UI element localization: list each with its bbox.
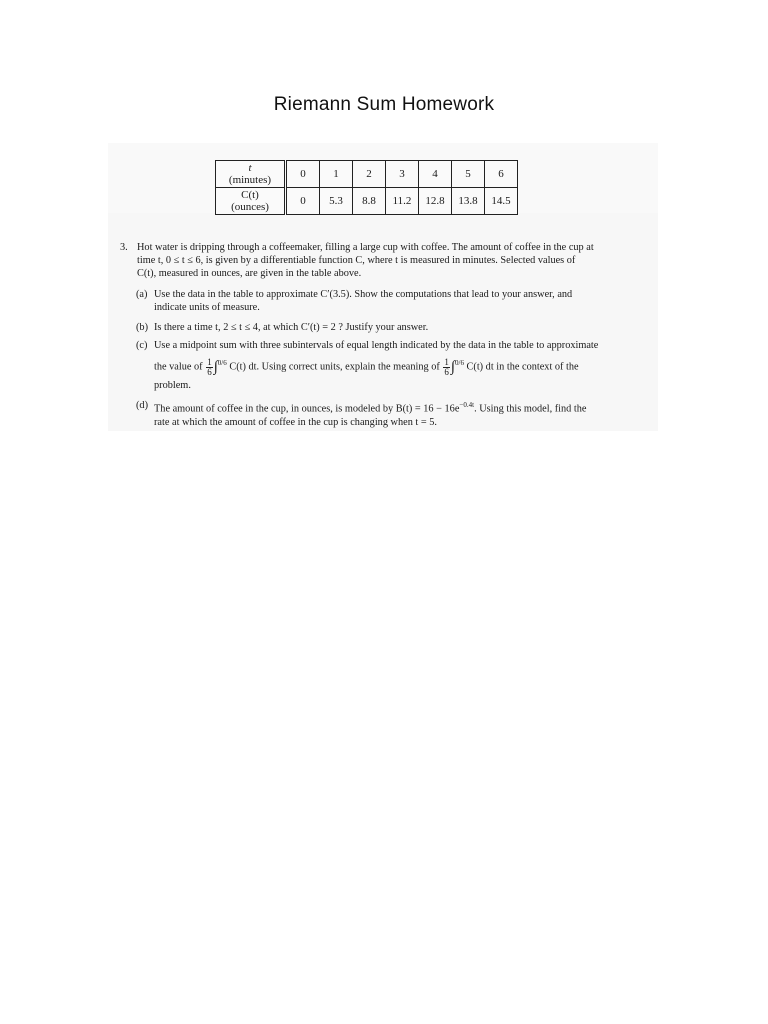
integral-limits: 0/6 <box>454 359 464 368</box>
part-a-line: Use the data in the table to approximate C′(3.5). Show the computations that lead to your answer, and <box>154 288 573 300</box>
integral-lower: 0 <box>454 359 459 368</box>
fraction-denominator: 6 <box>207 366 212 377</box>
table-cell: 3 <box>386 161 419 188</box>
part-d-line <box>154 399 586 416</box>
part-c-text: the value of <box>154 361 203 373</box>
integral-upper: 6 <box>223 359 227 368</box>
part-label: (d) <box>136 400 149 412</box>
part-c-line: Use a midpoint sum with three subintervals of equal length indicated by the data in the table to approximate <box>154 340 599 352</box>
problem-3 <box>120 241 630 429</box>
row-header-c <box>216 188 286 215</box>
part-b <box>120 321 630 334</box>
table-row <box>216 188 518 215</box>
data-table <box>215 160 518 215</box>
table-cell: 6 <box>485 161 518 188</box>
fraction <box>443 358 450 377</box>
table-cell: 14.5 <box>485 188 518 215</box>
row-header-t-unit: (minutes) <box>228 174 272 186</box>
row-header-t-symbol: t <box>248 162 252 174</box>
problem-stem <box>120 241 630 281</box>
problem-number: 3. <box>120 242 128 253</box>
fraction-numerator: 1 <box>444 356 449 367</box>
part-label: (a) <box>136 288 148 300</box>
table-cell: 1 <box>320 161 353 188</box>
table-cell: 11.2 <box>386 188 419 215</box>
page-title: Riemann Sum Homework <box>273 94 495 115</box>
table-cell: 13.8 <box>452 188 485 215</box>
table-cell: 0 <box>286 188 320 215</box>
integral-lower: 0 <box>217 359 222 368</box>
part-a <box>120 288 630 314</box>
stem-line: time t, 0 ≤ t ≤ 6, is given by a differentiable function C, where t is measured in minutes. Selected values of <box>137 255 576 267</box>
fraction <box>206 358 213 377</box>
row-header-t <box>216 161 286 188</box>
part-d-text: The amount of coffee in the cup, in ounces, is modeled by <box>154 403 394 415</box>
part-label: (c) <box>136 340 148 352</box>
table-row <box>216 161 518 188</box>
stem-line: C(t), measured in ounces, are given in the table above. <box>137 268 362 280</box>
integral-limits: 0/6 <box>217 359 227 368</box>
part-d <box>120 399 630 429</box>
part-c-line: problem. <box>154 379 191 391</box>
integral-sign: ∫ <box>450 359 455 376</box>
part-c-integral-line <box>154 352 598 378</box>
part-label: (b) <box>136 322 149 334</box>
table-cell: 4 <box>419 161 452 188</box>
table-cell: 12.8 <box>419 188 452 215</box>
fraction-denominator: 6 <box>444 366 449 377</box>
table-cell: 5.3 <box>320 188 353 215</box>
row-header-c-unit: (ounces) <box>231 201 269 213</box>
table-cell: 0 <box>286 161 320 188</box>
model-exponent: −0.4t <box>459 401 475 410</box>
part-a-line: indicate units of measure. <box>154 301 260 313</box>
part-d-line: rate at which the amount of coffee in the cup is changing when t = 5. <box>154 416 437 428</box>
table-cell: 2 <box>353 161 386 188</box>
part-d-text: . Using this model, find the <box>474 403 587 415</box>
part-c-text: C(t) dt. Using correct units, explain the meaning of <box>229 361 440 373</box>
part-b-line: Is there a time t, 2 ≤ t ≤ 4, at which C′(t) = 2 ? Justify your answer. <box>154 322 429 334</box>
part-c <box>120 339 630 392</box>
table-cell: 5 <box>452 161 485 188</box>
integral-sign: ∫ <box>213 359 218 376</box>
integral-upper: 6 <box>460 359 464 368</box>
fraction-numerator: 1 <box>207 356 212 367</box>
part-c-text: C(t) dt in the context of the <box>466 361 579 373</box>
row-header-c-symbol: C(t) <box>241 189 259 201</box>
table-cell: 8.8 <box>353 188 386 215</box>
model-formula: B(t) = 16 − 16e <box>395 403 460 415</box>
stem-line: Hot water is dripping through a coffeemaker, filling a large cup with coffee. The amount of coffee in the cup at <box>137 242 594 253</box>
